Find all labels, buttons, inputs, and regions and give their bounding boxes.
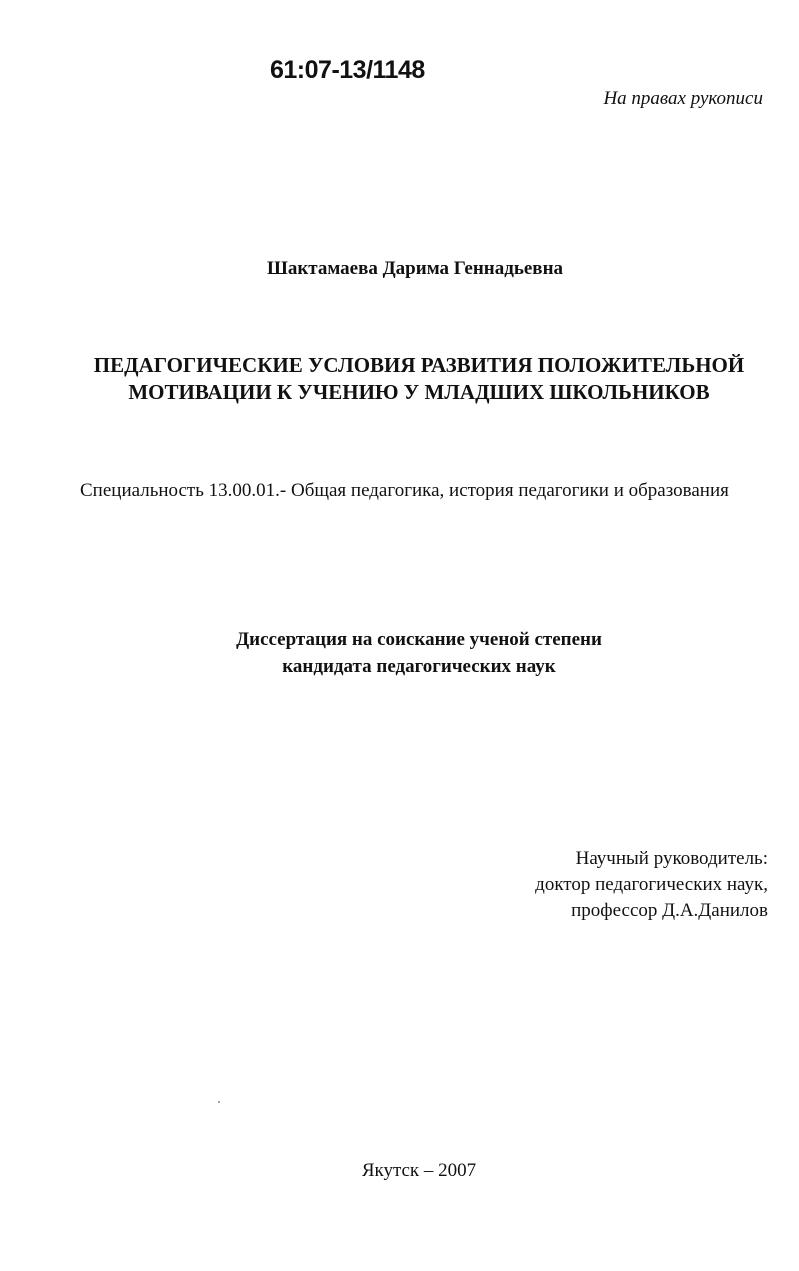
city-year: Якутск – 2007 (361, 1160, 477, 1181)
degree-line: Диссертация на соискание ученой степени (236, 629, 602, 650)
archive-stamp-number: 61:07-13/1148 (270, 56, 425, 84)
supervisor-line: Научный руководитель: (575, 848, 768, 869)
author-name: Шактамаева Дарима Геннадьевна (266, 258, 564, 279)
title-line: МОТИВАЦИИ К УЧЕНИЮ У МЛАДШИХ ШКОЛЬНИКОВ (128, 380, 710, 404)
manuscript-rights-note: На правах рукописи (603, 88, 763, 109)
supervisor-line: доктор педагогических наук, (535, 874, 768, 895)
degree-line: кандидата педагогических наук (282, 656, 556, 677)
degree-statement (0, 626, 799, 680)
scan-speck (218, 1101, 220, 1103)
specialty-line: Специальность 13.00.01.- Общая педагогика, история педагогики и образования (80, 480, 729, 501)
supervisor-block (535, 846, 768, 924)
title-line: ПЕДАГОГИЧЕСКИЕ УСЛОВИЯ РАЗВИТИЯ ПОЛОЖИТЕЛЬНОЙ (93, 353, 745, 377)
dissertation-title (0, 352, 799, 406)
supervisor-line: профессор Д.А.Данилов (571, 900, 768, 921)
